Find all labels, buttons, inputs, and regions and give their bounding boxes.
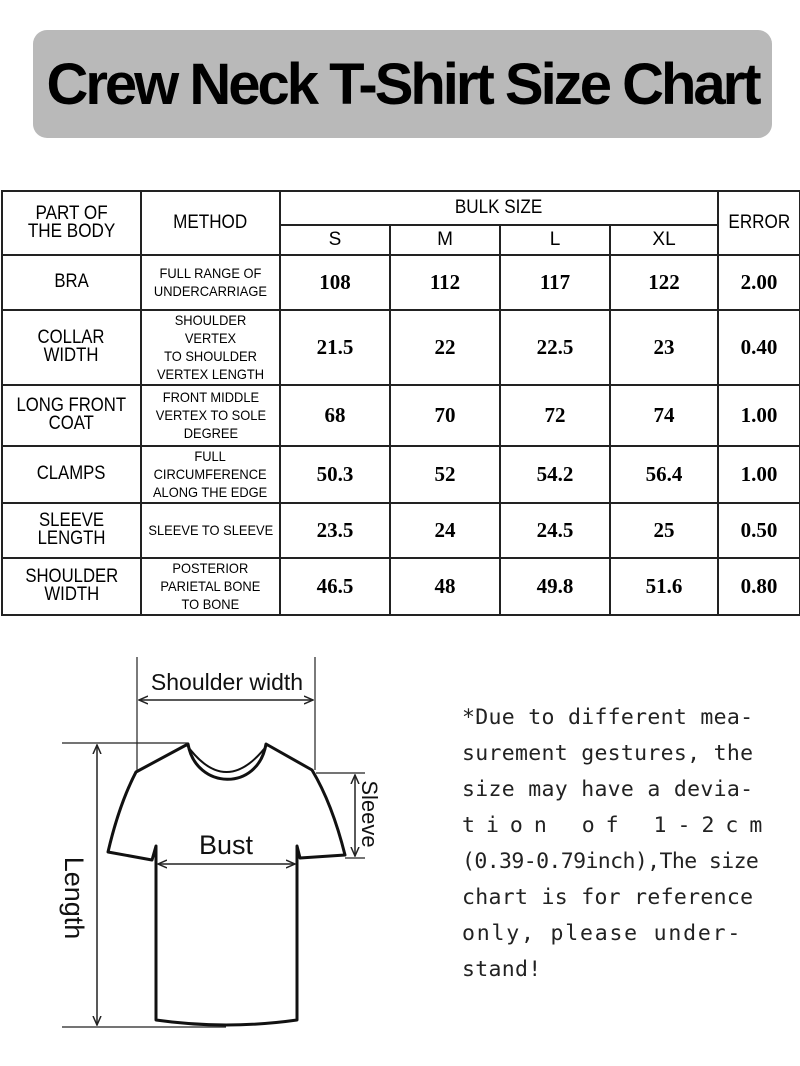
value-cell: 24 (390, 503, 500, 558)
note-line: surement gestures, the (462, 741, 754, 766)
value-cell: 51.6 (610, 558, 718, 615)
note-line: chart is for reference (462, 885, 754, 910)
value-cell: 74 (610, 385, 718, 446)
value-cell: 24.5 (500, 503, 610, 558)
value-cell: 108 (280, 255, 390, 310)
method-cell: FRONT MIDDLE VERTEX TO SOLE DEGREE (141, 385, 280, 446)
value-cell: 117 (500, 255, 610, 310)
value-cell: 112 (390, 255, 500, 310)
shoulder-width-label: Shoulder width (150, 669, 304, 695)
body-part-cell: SLEEVE LENGTH (2, 503, 141, 558)
note-line: size may have a devia- (462, 777, 754, 802)
tshirt-diagram (0, 640, 430, 1040)
size-l: L (500, 225, 610, 255)
bust-label: Bust (198, 830, 254, 860)
value-cell: 46.5 (280, 558, 390, 615)
size-table (1, 190, 800, 616)
value-cell: 50.3 (280, 446, 390, 503)
method-cell: SLEEVE TO SLEEVE (141, 503, 280, 558)
note-line: stand! (462, 957, 542, 982)
body-part-cell: CLAMPS (2, 446, 141, 503)
body-part-cell: BRA (2, 255, 141, 310)
method-cell: FULL CIRCUMFERENCE ALONG THE EDGE (141, 446, 280, 503)
value-cell: 122 (610, 255, 718, 310)
page-title: Crew Neck T-Shirt Size Chart (46, 51, 759, 117)
value-cell: 52 (390, 446, 500, 503)
body-part-cell: COLLAR WIDTH (2, 310, 141, 385)
table-row (2, 446, 800, 503)
error-cell: 0.40 (718, 310, 800, 385)
table-row (2, 503, 800, 558)
value-cell: 56.4 (610, 446, 718, 503)
table-row (2, 558, 800, 615)
value-cell: 70 (390, 385, 500, 446)
measurement-note (462, 700, 774, 988)
tshirt-outline (108, 744, 345, 1025)
value-cell: 25 (610, 503, 718, 558)
note-line: tion of 1-2cm (462, 813, 774, 838)
value-cell: 68 (280, 385, 390, 446)
header-bulk-size: BULK SIZE (280, 191, 718, 225)
body-part-cell: LONG FRONT COAT (2, 385, 141, 446)
value-cell: 23 (610, 310, 718, 385)
value-cell: 49.8 (500, 558, 610, 615)
method-cell: FULL RANGE OF UNDERCARRIAGE (141, 255, 280, 310)
size-m: M (390, 225, 500, 255)
table-header-row (2, 191, 800, 225)
note-line: (0.39-0.79inch),The size (462, 849, 759, 874)
sleeve-label: Sleeve (357, 780, 382, 848)
note-line: *Due to different mea- (462, 705, 754, 730)
header-part-of-body: PART OF THE BODY (2, 191, 141, 255)
value-cell: 22.5 (500, 310, 610, 385)
value-cell: 23.5 (280, 503, 390, 558)
method-cell: POSTERIOR PARIETAL BONE TO BONE (141, 558, 280, 615)
value-cell: 48 (390, 558, 500, 615)
value-cell: 22 (390, 310, 500, 385)
error-cell: 0.50 (718, 503, 800, 558)
value-cell: 72 (500, 385, 610, 446)
table-row (2, 310, 800, 385)
header-error: ERROR (718, 191, 800, 255)
header-method: METHOD (141, 191, 280, 255)
error-cell: 2.00 (718, 255, 800, 310)
length-label: Length (59, 856, 89, 940)
error-cell: 1.00 (718, 446, 800, 503)
body-part-cell: SHOULDER WIDTH (2, 558, 141, 615)
size-xl: XL (610, 225, 718, 255)
error-cell: 1.00 (718, 385, 800, 446)
size-s: S (280, 225, 390, 255)
table-row (2, 385, 800, 446)
table-row (2, 255, 800, 310)
method-cell: SHOULDER VERTEX TO SHOULDER VERTEX LENGTH (141, 310, 280, 385)
title-banner (33, 30, 772, 138)
value-cell: 21.5 (280, 310, 390, 385)
error-cell: 0.80 (718, 558, 800, 615)
note-line: only, please under- (462, 921, 743, 946)
value-cell: 54.2 (500, 446, 610, 503)
